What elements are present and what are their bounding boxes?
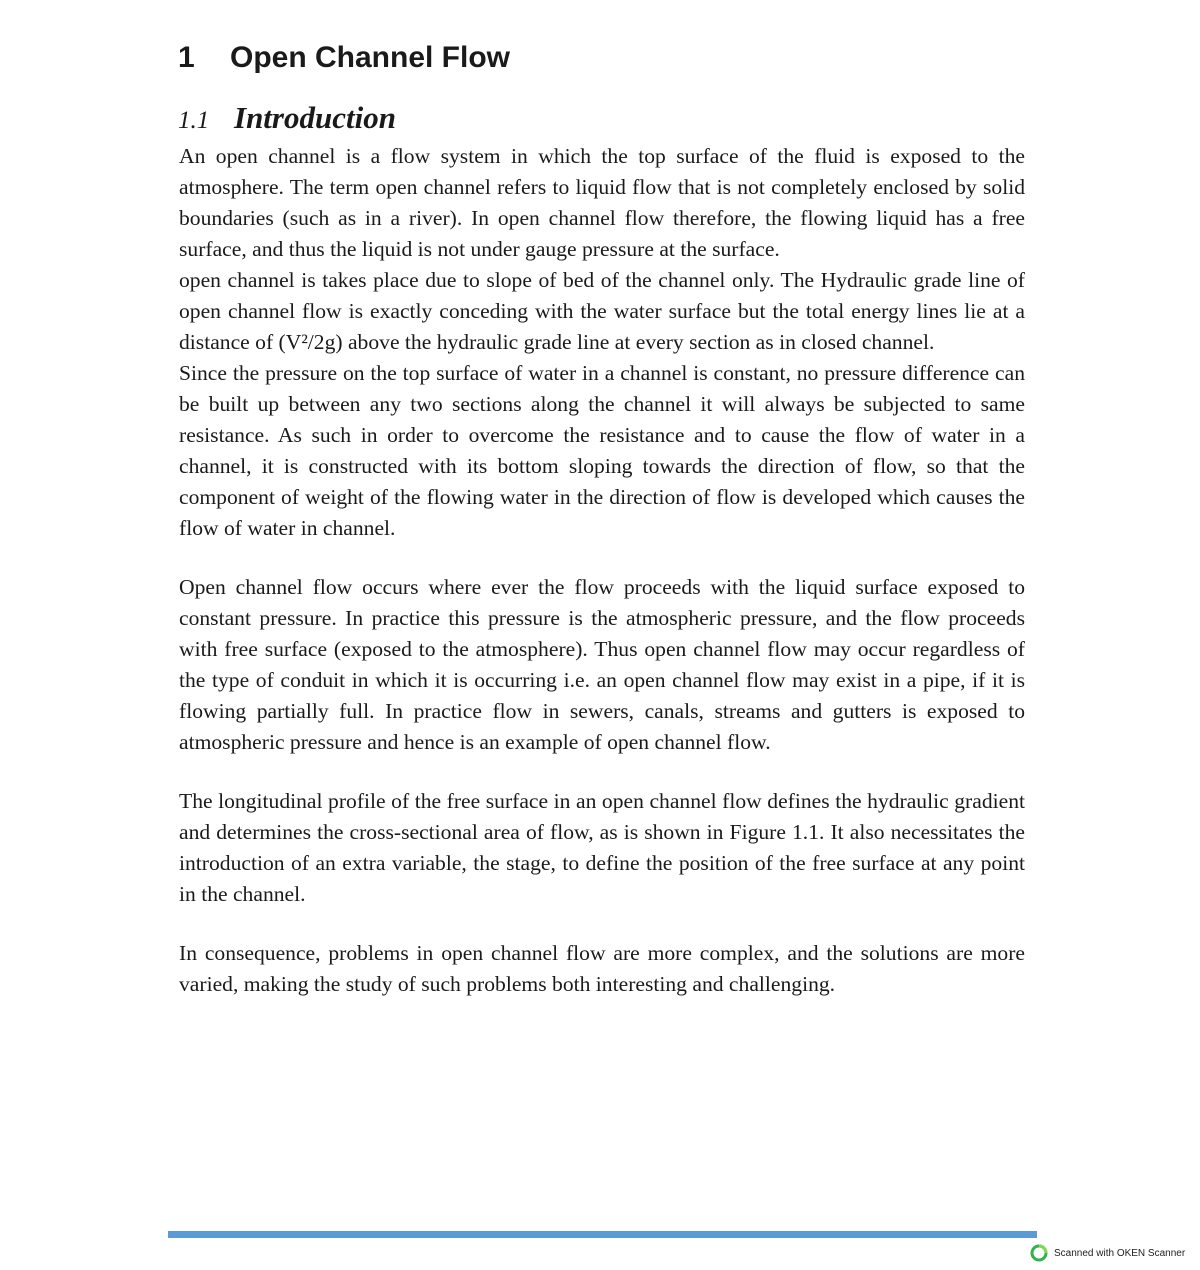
chapter-number: 1 (178, 41, 195, 74)
paragraph: An open channel is a flow system in which the top surface of the fluid is exposed to the atmosphere. The term open channel refers to liquid flow that is not completely enclosed by solid boundaries (such as in a river). In open channel flow therefore, the flowing liquid has a free surface, and thus the liquid is not under gauge pressure at the surface. (179, 144, 1025, 261)
scanner-label: Scanned with OKEN Scanner (1054, 1247, 1186, 1259)
paragraph: open channel is takes place due to slope of bed of the channel only. The Hydraulic grade line of open channel flow is exactly conceding with the water surface but the total energy lines lie at a distance of (V²/2g) above the hydraulic grade line at every section as in closed channel. (179, 268, 1025, 354)
paragraph: Open channel flow occurs where ever the flow proceeds with the liquid surface exposed to constant pressure. In practice this pressure is the atmospheric pressure, and the flow proceeds with free surface (exposed to the atmosphere). Thus open channel flow may occur regardless of the type of conduit in which it is occurring i.e. an open channel flow may exist in a pipe, if it is flowing partially full. In practice flow in sewers, canals, streams and gutters is exposed to atmospheric pressure and hence is an example of open channel flow. (179, 575, 1025, 754)
chapter-heading (178, 38, 510, 78)
paragraph: In consequence, problems in open channel flow are more complex, and the solutions are more varied, making the study of such problems both interesting and challenging. (179, 941, 1025, 996)
chapter-title: Open Channel Flow (230, 41, 511, 74)
section-number: 1.1 (178, 107, 210, 134)
body-text (179, 141, 1025, 1000)
scanner-watermark (1030, 1244, 1185, 1262)
section-heading (178, 98, 396, 141)
paragraph: Since the pressure on the top surface of water in a channel is constant, no pressure difference can be built up between any two sections along the channel it will always be subjected to same resistance. As such in order to overcome the resistance and to cause the flow of water in a channel, it is constructed with its bottom sloping towards the direction of flow, so that the component of weight of the flowing water in the direction of flow is developed which causes the flow of water in channel. (179, 361, 1025, 540)
paragraph: The longitudinal profile of the free surface in an open channel flow defines the hydraulic gradient and determines the cross-sectional area of flow, as is shown in Figure 1.1. It also necessitates the introduction of an extra variable, the stage, to define the position of the free surface at any point in the channel. (179, 789, 1025, 906)
oken-scanner-logo-icon (1030, 1244, 1048, 1262)
section-title: Introduction (234, 100, 396, 135)
footer-rule (168, 1231, 1037, 1238)
